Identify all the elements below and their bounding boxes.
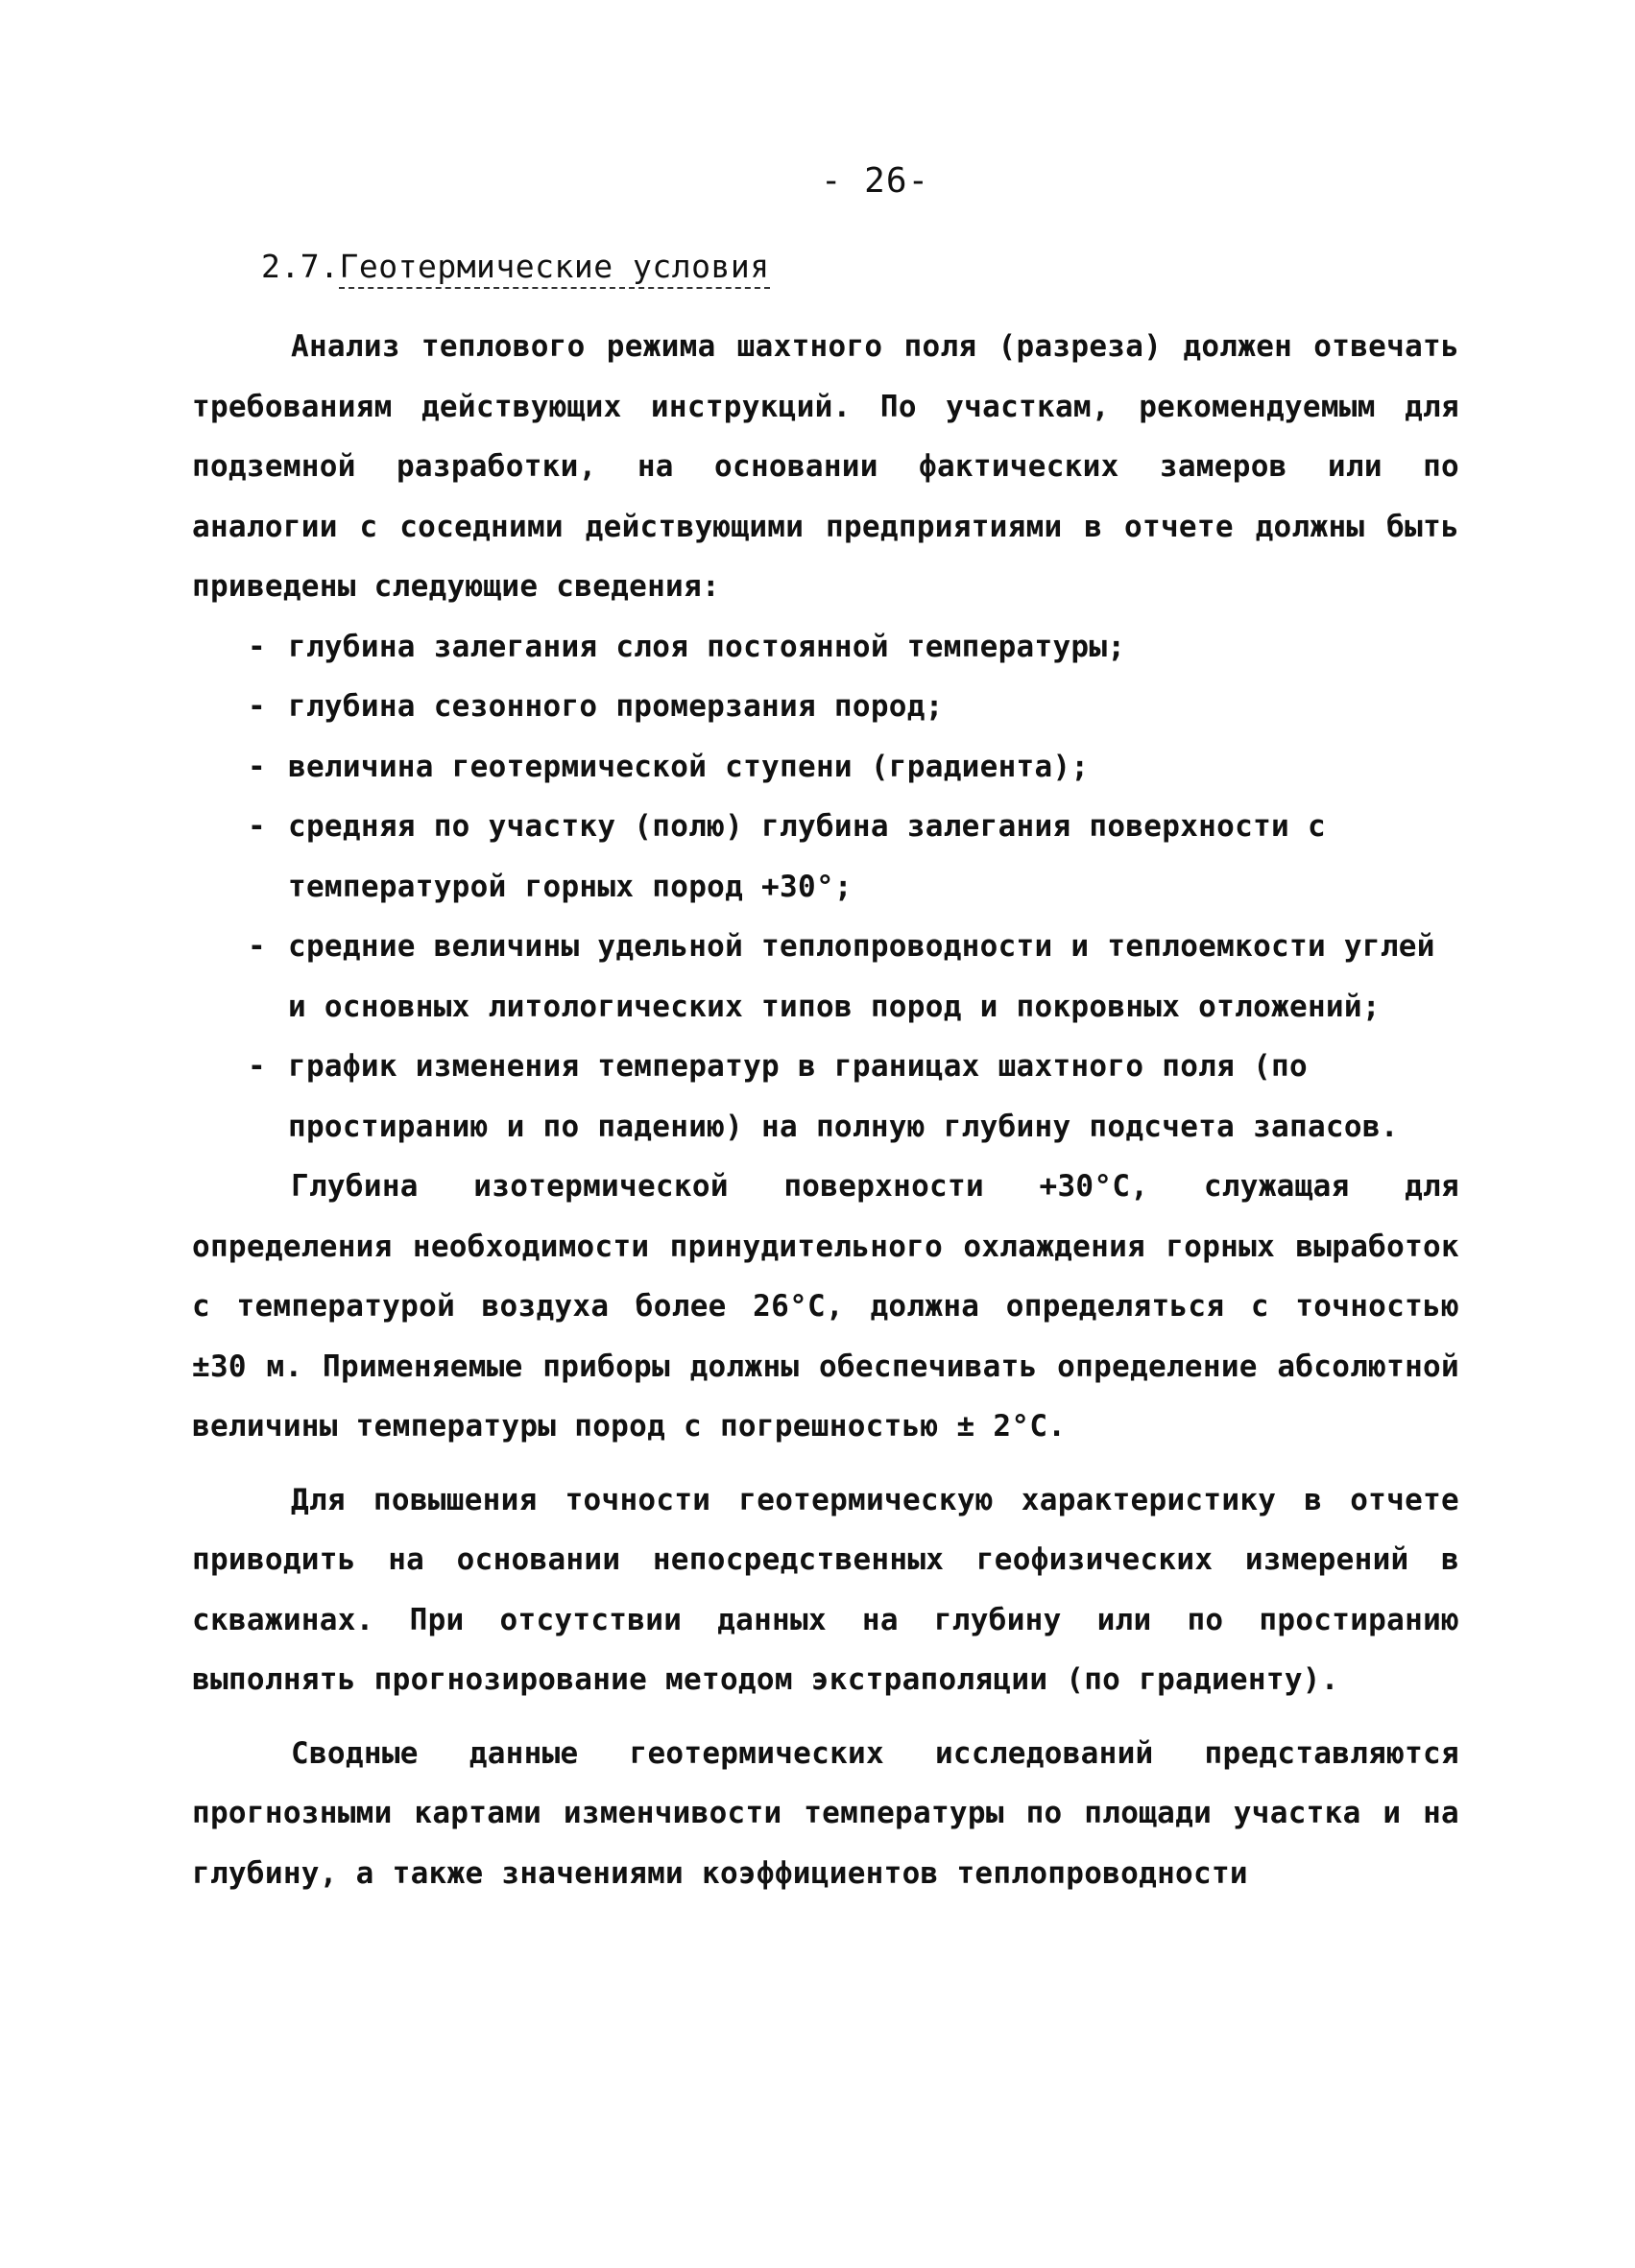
paragraph-isotherm: Глубина изотермической поверхности +30°С, служащая для определения необходимости принудительного охлаждения горных выработок с температурой воздуха более 26°С, должна определяться с точностью ±30 м. Применяемые приборы должны обеспечивать определение абсолютной величины температуры пород с погрешностью ± 2°С. bbox=[192, 1169, 1459, 1444]
list-item bbox=[192, 677, 1459, 737]
list-item bbox=[192, 917, 1459, 1037]
list-item-text: график изменения температур в границах шахтного поля (по простиранию и по падению) на полную глубину подсчета запасов. bbox=[288, 1049, 1399, 1144]
list-dash: - bbox=[248, 809, 266, 844]
list-item-text: глубина сезонного промерзания пород; bbox=[288, 689, 944, 724]
list-dash: - bbox=[248, 689, 266, 724]
list-item bbox=[192, 797, 1459, 917]
body-text bbox=[192, 317, 1459, 1903]
list-item-text: глубина залегания слоя постоянной температуры; bbox=[288, 629, 1126, 664]
page-number: - 26- bbox=[820, 161, 930, 201]
list-item bbox=[192, 737, 1459, 798]
requirements-list bbox=[192, 617, 1459, 1158]
section-heading bbox=[261, 248, 770, 285]
list-dash: - bbox=[248, 629, 266, 664]
list-dash: - bbox=[248, 749, 266, 784]
list-item bbox=[192, 617, 1459, 678]
list-item-text: величина геотермической ступени (градиента); bbox=[288, 749, 1090, 784]
list-item bbox=[192, 1037, 1459, 1157]
section-number: 2.7. bbox=[261, 248, 340, 285]
list-item-text: средние величины удельной теплопроводности и теплоемкости углей и основных литологических типов пород и покровных отложений; bbox=[288, 929, 1435, 1024]
list-item-text: средняя по участку (полю) глубина залегания поверхности с температурой горных пород +30°; bbox=[288, 809, 1326, 904]
section-title: Геотермические условия bbox=[339, 248, 769, 289]
intro-paragraph: Анализ теплового режима шахтного поля (разреза) должен отвечать требованиям действующих инструкций. По участкам, рекомендуемым для подземной разработки, на основании фактических замеров или по аналогии с соседними действующими предприятиями в отчете должны быть приведены следующие сведения: bbox=[192, 329, 1459, 604]
list-dash: - bbox=[248, 1049, 266, 1084]
list-dash: - bbox=[248, 929, 266, 964]
paragraph-summary: Сводные данные геотермических исследований представляются прогнозными картами изменчивости температуры по площади участка и на глубину, а также значениями коэффициентов теплопроводности bbox=[192, 1735, 1459, 1891]
paragraph-accuracy: Для повышения точности геотермическую характеристику в отчете приводить на основании непосредственных геофизических измерений в скважинах. При отсутствии данных на глубину или по простиранию выполнять прогнозирование методом экстраполяции (по градиенту). bbox=[192, 1482, 1459, 1697]
